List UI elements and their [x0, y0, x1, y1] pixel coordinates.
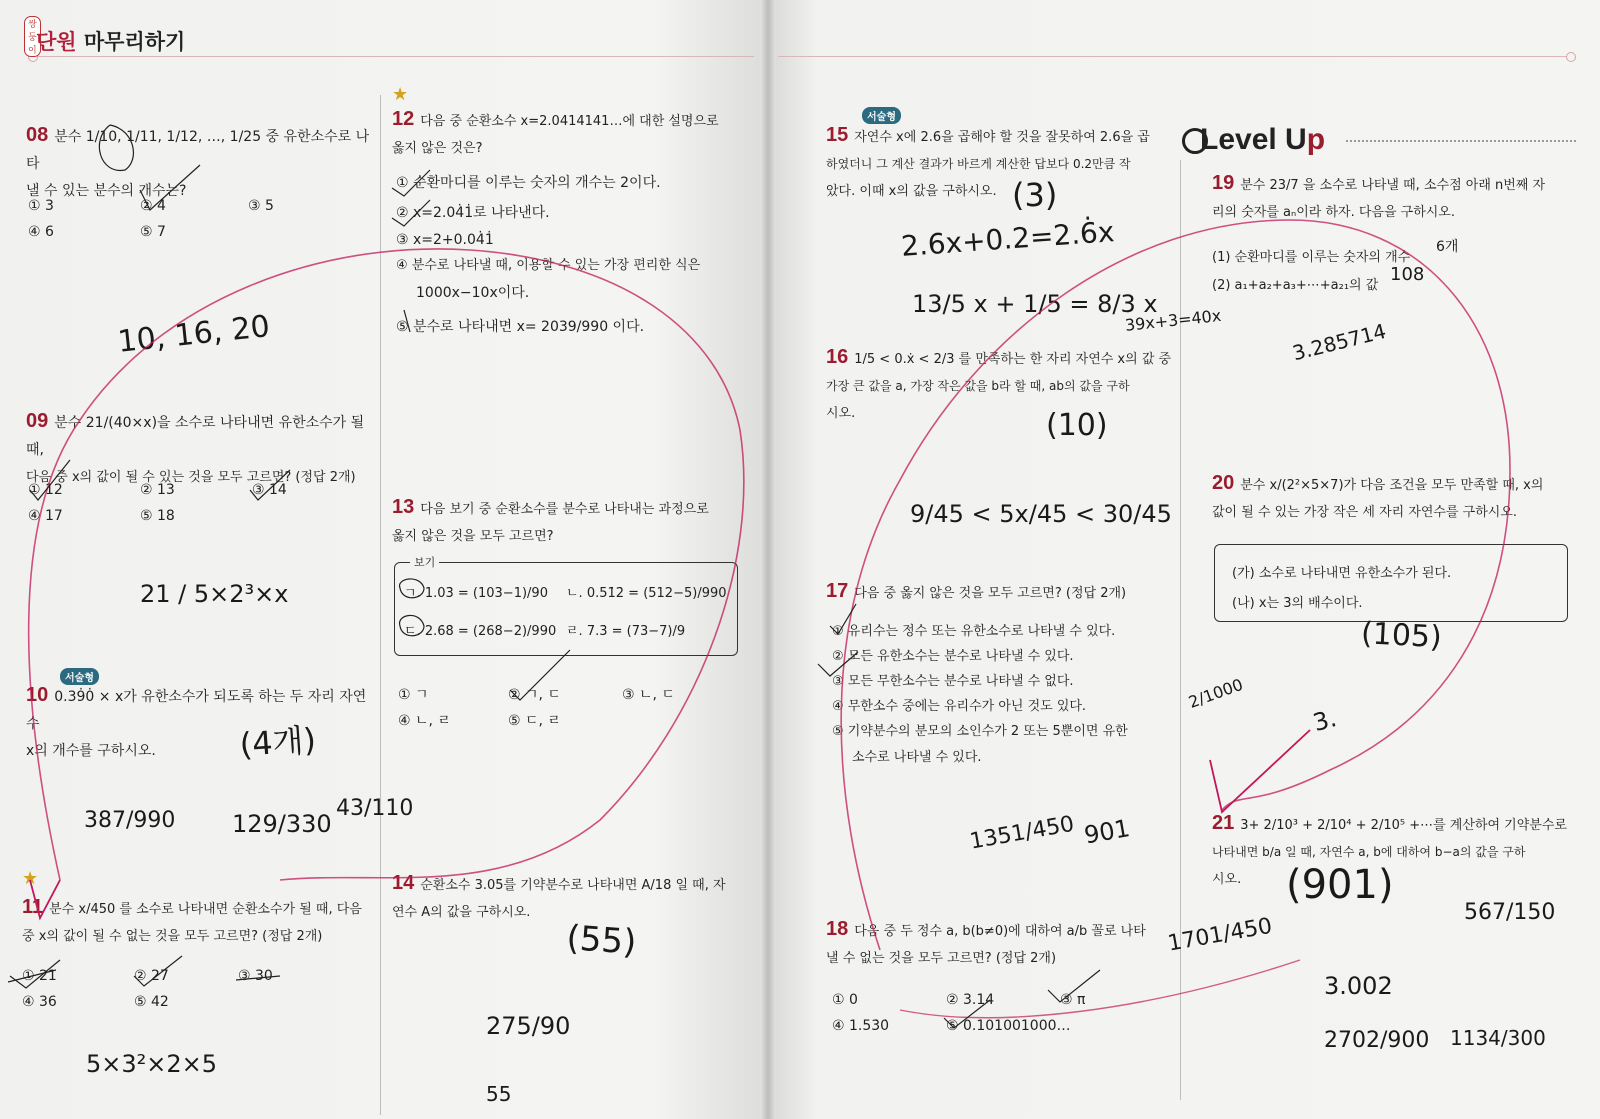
example-item: ㄴ. 0.51̇2̇ = (512−5)/990	[566, 586, 727, 601]
question-number: 15	[826, 124, 849, 146]
option[interactable]: ⑤ 기약분수의 분모의 소인수가 2 또는 5뿐이면 유한	[832, 724, 1128, 739]
option[interactable]: ③ π	[1060, 992, 1086, 1008]
question-text: 1/5 < 0.ẋ < 2/3 를 만족하는 한 자리 자연수 x의 값 중	[854, 352, 1172, 367]
question-text: 낼 수 있는 분수의 개수는?	[26, 183, 187, 199]
question-number: 09	[26, 410, 49, 432]
question-text: 하였더니 그 계산 결과가 바르게 계산한 답보다 0.2만큼 작	[826, 157, 1131, 171]
option[interactable]: ⑤ ㄷ, ㄹ	[508, 713, 561, 729]
handwritten-note: 2702/900	[1324, 1028, 1430, 1053]
option[interactable]: ① 유리수는 정수 또는 유한소수로 나타낼 수 있다.	[832, 624, 1116, 639]
condition-item: (가) 소수로 나타내면 유한소수가 된다.	[1232, 566, 1452, 581]
handwritten-note: 43/110	[336, 796, 414, 821]
header-rule-left	[34, 56, 754, 57]
option[interactable]: ③ 30	[238, 968, 273, 984]
handwritten-note: 13/5 x + 1/5 = 8/3 x	[912, 290, 1158, 318]
question-text: 다음 중 두 정수 a, b(b≠0)에 대하여 a/b 꼴로 나타	[854, 924, 1146, 939]
option[interactable]: ② 모든 유한소수는 분수로 나타낼 수 있다.	[832, 649, 1074, 664]
question-number: 13	[392, 496, 415, 518]
title-part1: 단원	[36, 30, 77, 54]
section-title	[36, 26, 185, 56]
question-text: 0.39̇0̇ × x가 유한소수가 되도록 하는 두 자리 자연수	[26, 689, 367, 732]
question-text: 시오.	[1212, 872, 1242, 887]
question-text: 시오.	[826, 406, 856, 421]
question-text: x의 개수를 구하시오.	[26, 743, 156, 759]
question-18	[826, 916, 1176, 972]
example-box	[394, 562, 738, 656]
option[interactable]: ② x=2.04̇1̇로 나타낸다.	[396, 205, 550, 221]
question-text: 중 x의 값이 될 수 없는 것을 모두 고르면? (정답 2개)	[22, 929, 323, 944]
example-item: ㄱ. 1.03̇ = (103−1)/90	[404, 586, 548, 601]
question-number: 11	[22, 896, 44, 918]
question-text: 나타내면 b/a 일 때, 자연수 a, b에 대하여 b−a의 값을 구하	[1212, 845, 1526, 859]
option[interactable]: ④ 17	[28, 508, 63, 524]
question-11	[22, 894, 367, 950]
option[interactable]: ② 27	[134, 968, 169, 984]
handwritten-note: 3.	[1310, 704, 1340, 738]
question-text: 다음 중 x의 값이 될 수 있는 것을 모두 고르면? (정답 2개)	[26, 470, 356, 485]
question-text: 다음 보기 중 순환소수를 분수로 나타내는 과정으로	[420, 502, 709, 517]
question-number: 08	[26, 124, 49, 146]
question-text: 다음 중 옳지 않은 것을 모두 고르면? (정답 2개)	[854, 586, 1127, 601]
handwritten-answer: (901)	[1286, 862, 1394, 908]
question-text: 분수 1/10, 1/11, 1/12, …, 1/25 중 유한소수로 나타	[26, 129, 370, 172]
question-17	[826, 578, 1176, 607]
descriptive-badge: 서술형	[862, 107, 901, 124]
question-text: 3+ 2/10³ + 2/10⁴ + 2/10⁵ +⋯를 계산하여 기약분수로	[1240, 818, 1567, 833]
option[interactable]: ④ 6	[28, 224, 54, 240]
handwritten-note: 39x+3=40x	[1124, 305, 1223, 335]
option[interactable]: ① 0	[832, 992, 858, 1008]
handwritten-note: 5×3²×2×5	[86, 1050, 218, 1078]
option[interactable]: ④ 1.53̇0̇	[832, 1018, 890, 1034]
question-number: 16	[826, 346, 849, 368]
question-text: 자연수 x에 2.6̇을 곱해야 할 것을 잘못하여 2.6을 곱	[854, 130, 1150, 145]
descriptive-badge: 서술형	[60, 668, 99, 685]
question-text: 다음 중 순환소수 x=2.0414141…에 대한 설명으로	[420, 114, 719, 129]
option[interactable]: ① 순환마디를 이루는 숫자의 개수는 2이다.	[396, 175, 661, 191]
option[interactable]: ⑤ 42	[134, 994, 169, 1010]
level-up-title	[1200, 123, 1325, 157]
question-text: 낼 수 없는 것을 모두 고르면? (정답 2개)	[826, 951, 1057, 966]
question-text: 순환소수 3.05̇를 기약분수로 나타내면 A/18 일 때, 자	[420, 878, 726, 893]
header-tag: 쌍둥이	[24, 16, 41, 57]
column-divider-right	[1180, 160, 1181, 1100]
rule-dot-right	[1566, 52, 1576, 62]
option[interactable]: ② 13	[140, 482, 175, 498]
option[interactable]: ① ㄱ	[398, 687, 429, 703]
option[interactable]: ⑤ 분수로 나타내면 x= 2039/990 이다.	[396, 319, 645, 335]
example-item: ㄹ. 7.3̇ = (73−7)/9	[566, 624, 686, 639]
question-number: 20	[1212, 472, 1235, 494]
option[interactable]: ⑤ 0.101001000…	[946, 1018, 1071, 1034]
option[interactable]: ⑤ 18	[140, 508, 175, 524]
option[interactable]: ② 4	[140, 198, 166, 214]
handwritten-note: 387/990	[84, 808, 176, 833]
handwritten-answer: (10)	[1046, 408, 1108, 443]
option[interactable]: ① 12	[28, 482, 63, 498]
question-text: 았다. 이때 x의 값을 구하시오.	[826, 184, 997, 199]
handwritten-note: 10, 16, 20	[116, 309, 272, 360]
star-icon: ★	[22, 868, 39, 889]
option[interactable]: ③ 14	[252, 482, 287, 498]
star-icon: ★	[392, 84, 409, 105]
question-number: 12	[392, 108, 415, 130]
option[interactable]: ③ 5	[248, 198, 274, 214]
question-15	[826, 122, 1176, 205]
example-item: ㄷ. 2.6̇8̇ = (268−2)/990	[404, 624, 557, 639]
handwritten-note: 1701/450	[1166, 913, 1275, 957]
option[interactable]: ④ 무한소수 중에는 유리수가 아닌 것도 있다.	[832, 699, 1087, 714]
handwritten-note: 3.002	[1324, 972, 1393, 1000]
handwritten-answer: (55)	[565, 918, 638, 963]
question-08	[26, 122, 371, 205]
option-continued: 소수로 나타낼 수 있다.	[852, 750, 982, 765]
column-divider-left	[380, 95, 381, 1115]
level-up-text: Level U	[1200, 123, 1307, 156]
question-text: 연수 A의 값을 구하시오.	[392, 905, 531, 920]
handwritten-note: 567/150	[1464, 900, 1556, 925]
question-text: 옳지 않은 것은?	[392, 141, 483, 156]
option[interactable]: ③ x=2+0.04̇1̇	[396, 232, 494, 248]
level-up-rule	[1346, 140, 1576, 142]
handwritten-note: 275/90	[486, 1012, 571, 1040]
option[interactable]: ① 21	[22, 968, 57, 984]
question-10	[26, 682, 371, 765]
question-20	[1212, 470, 1572, 526]
question-text: 가장 큰 값을 a, 가장 작은 값을 b라 할 때, ab의 값을 구하	[826, 379, 1130, 393]
handwritten-answer: (4개)	[238, 720, 318, 764]
handwritten-answer: (105)	[1360, 616, 1443, 656]
question-13	[392, 494, 752, 550]
handwritten-note: 1351/450	[968, 811, 1077, 855]
handwritten-answer: 108	[1390, 264, 1425, 285]
question-text: 값이 될 수 있는 가장 작은 세 자리 자연수를 구하시오.	[1212, 505, 1518, 520]
sub-question: (1) 순환마디를 이루는 숫자의 개수	[1212, 250, 1411, 265]
option[interactable]: ③ ㄴ, ㄷ	[622, 687, 675, 703]
title-part2: 마무리하기	[76, 30, 186, 54]
question-16	[826, 344, 1176, 427]
question-number: 17	[826, 580, 849, 602]
handwritten-answer: 6개	[1436, 239, 1459, 255]
handwritten-note: 2/1000	[1186, 674, 1246, 712]
handwritten-note: 1134/300	[1450, 1026, 1546, 1050]
question-number: 19	[1212, 172, 1235, 194]
question-text: 분수 23/7 을 소수로 나타낼 때, 소수점 아래 n번째 자	[1240, 178, 1546, 193]
option[interactable]: ④ 분수로 나타낼 때, 이용할 수 있는 가장 편리한 식은	[396, 258, 701, 273]
sub-question: (2) a₁+a₂+a₃+⋯+a₂₁의 값	[1212, 278, 1379, 293]
handwritten-note: 901	[1082, 814, 1132, 850]
option[interactable]: ③ 모든 무한소수는 분수로 나타낼 수 없다.	[832, 674, 1074, 689]
option[interactable]: ① 3	[28, 198, 54, 214]
question-text: 리의 숫자를 aₙ이라 하자. 다음을 구하시오.	[1212, 205, 1456, 220]
option[interactable]: ⑤ 7	[140, 224, 166, 240]
handwritten-note: 21 / 5×2³×x	[140, 580, 289, 608]
question-number: 10	[26, 684, 49, 706]
question-number: 14	[392, 872, 415, 894]
handwritten-note: 2.6x+0.2=2.6̇x	[900, 215, 1116, 263]
option[interactable]: ② ㄱ, ㄷ	[508, 687, 561, 703]
question-09	[26, 408, 371, 491]
option[interactable]: ② 3.14	[946, 992, 995, 1008]
option-continued: 1000x−10x이다.	[416, 285, 530, 301]
book-gutter	[760, 0, 776, 1119]
handwritten-note: 55	[486, 1082, 512, 1106]
level-up-accent: p	[1306, 123, 1326, 156]
handwritten-note: 129/330	[232, 810, 332, 838]
condition-item: (나) x는 3의 배수이다.	[1232, 596, 1363, 611]
handwritten-note: 9/45 < 5x/45 < 30/45	[910, 500, 1172, 528]
question-number: 21	[1212, 812, 1235, 834]
option[interactable]: ④ 36	[22, 994, 57, 1010]
question-text: 분수 x/450 를 소수로 나타내면 순환소수가 될 때, 다음	[49, 902, 362, 917]
option[interactable]: ④ ㄴ, ㄹ	[398, 713, 451, 729]
question-text: 옳지 않은 것을 모두 고르면?	[392, 529, 554, 544]
question-number: 18	[826, 918, 849, 940]
handwritten-note: 3.285714	[1290, 318, 1389, 366]
question-19	[1212, 170, 1572, 226]
example-box-label: 보기	[410, 554, 439, 570]
question-text: 분수 21/(40×x)을 소수로 나타내면 유한소수가 될 때,	[26, 415, 365, 458]
question-text: 분수 x/(2²×5×7)가 다음 조건을 모두 만족할 때, x의	[1240, 478, 1544, 493]
handwritten-answer: (3)	[1012, 176, 1058, 214]
header-rule-right	[778, 56, 1568, 57]
question-12	[392, 106, 752, 162]
